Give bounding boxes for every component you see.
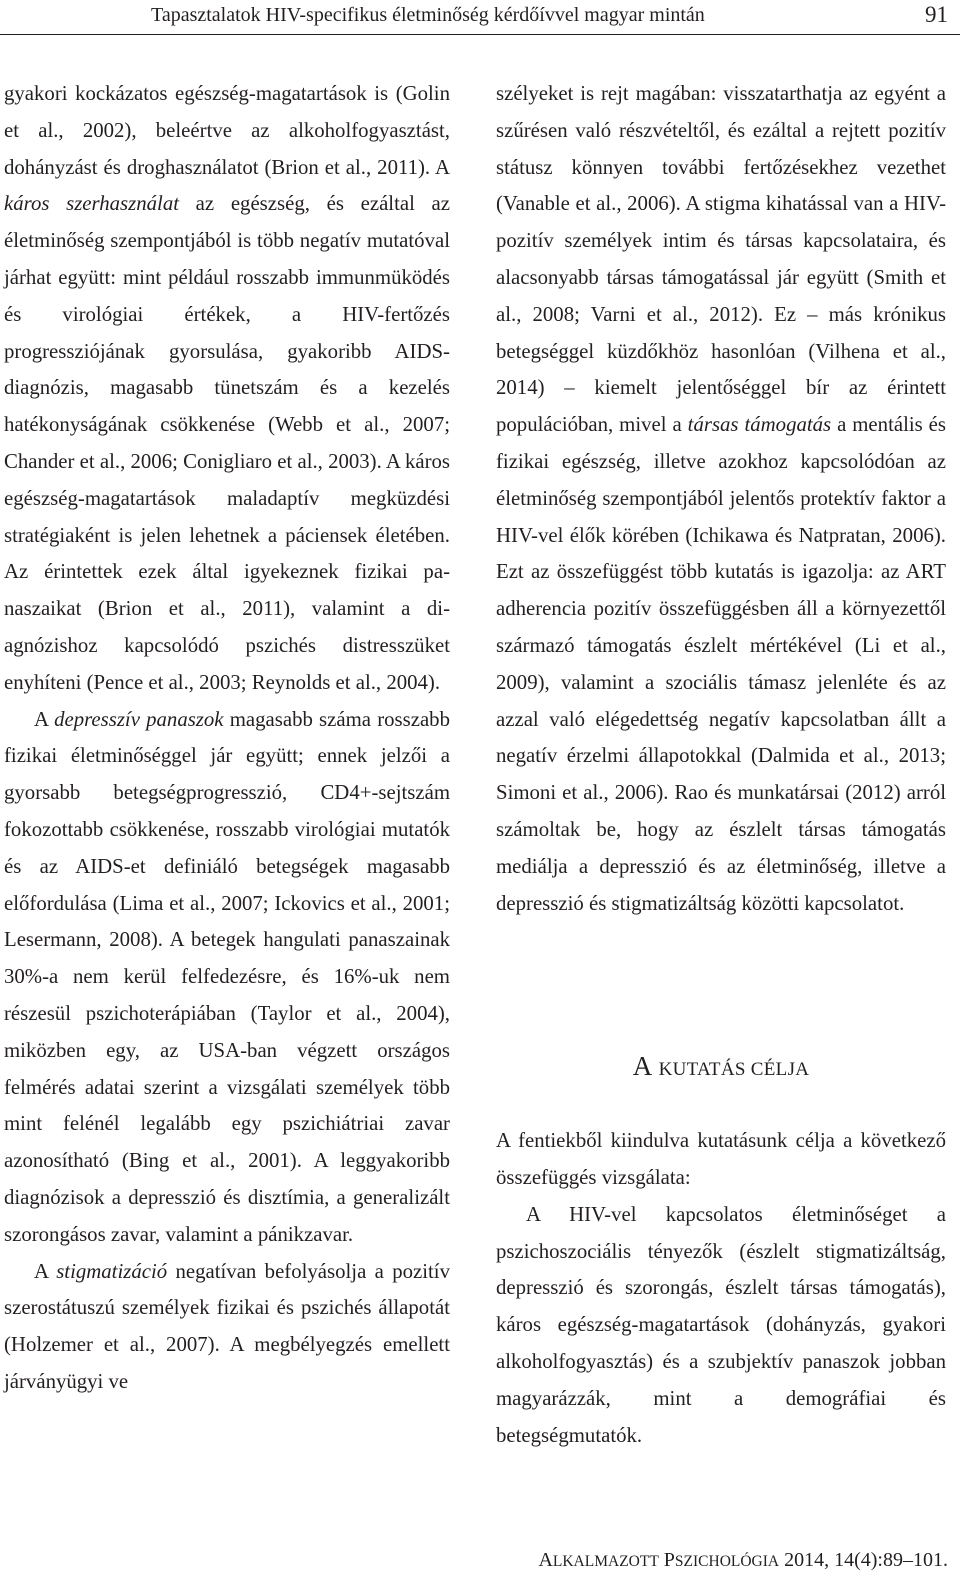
journal-name-part: SZICHOLÓGIA bbox=[674, 1553, 780, 1570]
emphasis-term: depresszív panaszok bbox=[54, 707, 224, 731]
journal-initial: A bbox=[538, 1549, 553, 1571]
journal-name-part: LKALMAZOTT bbox=[552, 1553, 659, 1570]
journal-footer bbox=[538, 1549, 948, 1572]
body-text: A bbox=[34, 1259, 57, 1283]
body-text: az egészség, és ezáltal az életminőség szempontjából is több negatív mutatóval járhat együtt: mint például rosszabb immunmüködés és virológiai értékek, a HIV-fertőzés progressziójának gyorsulása, gyakoribb AIDS-diagnózis, magasabb tünetszám és a kezelés hatékonyságának csökkenése (Webb et al., 2007; Chander et al., 2006; Conigliaro et al., 2003). A káros egészség-magatartások maladaptív megküzdési stratégiaként is jelen lehetnek a páciensek életében. Az érintettek ezek által igyekeznek fizikai panaszaikat (Brion et al., 2011), valamint a diagnózishoz kapcsolódó pszichés distresszüket enyhíteni (Pence et al., 2003; Reynolds et al., 2004). bbox=[4, 192, 451, 694]
emphasis-term: társas támogatás bbox=[687, 413, 832, 437]
paragraph-depressive-complaints bbox=[4, 702, 450, 1254]
body-text: gyakori kockázatos egészség-magatartások is (Golin et al., 2002), beleértve az alkoholfogyasztást, dohányzást és droghasználatot (Brion et al., 2011). A bbox=[4, 82, 450, 179]
running-title: Tapasztalatok HIV-specifikus életminőség kérdőívvel magyar mintán bbox=[151, 4, 705, 26]
journal-citation: 2014, 14(4):89–101. bbox=[784, 1549, 948, 1571]
emphasis-term: stigmatizáció bbox=[56, 1259, 168, 1283]
section-heading bbox=[496, 1048, 946, 1089]
body-text: magasabb száma rosszabb fizikai életminőséggel jár együtt; ennek jelzői a gyorsabb betegségprogresszió, CD4+-sejtszám fokozottabb csökkenése, rosszabb virológiai mutatók és az AIDS-et definiáló betegségek magasabb előfordulása (Lima et al., 2007; Ickovics et al., 2001; Lesermann, 2008). A betegek hangulati panaszainak 30%-a nem kerül felfedezésre, és 16%-uk nem részesül pszichoterápiában (Taylor et al., 2004), miközben egy, az USA-ban végzett országos felmérés adatai szerint a vizsgálati személyek több mint felénél legalább egy pszichiátriai zavar azonosítható (Bing et al., 2001). A leggyakoribb diagnózisok a depresszió és disztímia, a generalizált szorongásos zavar, valamint a pánikzavar. bbox=[4, 707, 450, 1246]
journal-initial: P bbox=[663, 1549, 675, 1571]
paragraph-aim-intro: A fentiekből kiindulva kutatásunk célja a következő összefüggés vizsgálata: bbox=[496, 1129, 946, 1189]
paragraph-stigmatization bbox=[4, 1254, 450, 1401]
body-text: szélyeket is rejt magában: visszatarthatja az egyént a szűrésen való részvételtől, és ezáltal a rejtett pozitív státusz könnyen további fertőzésekhez vezethet (Vanable et al., 2006). A stigma kihatással van a HIV-pozitív személyek intim és társas kapcsolataira, és alacsonyabb társas támogatással jár együtt (Smith et al., 2008; Varni et al., 2012). Ez – más krónikus betegséggel küzdőkhöz hasonlóan (Vilhena et al., 2014) – kiemelt jelentőséggel bír az érintett populációban, mivel a bbox=[496, 82, 946, 437]
paragraph-hypothesis: A HIV-vel kapcsolatos életminőséget a pszichoszociális tényezők (észlelt stigmatizáltság, depresszió és szorongás, észlelt társas támogatás), káros egészség-magatartások (dohányzás, gyakori alkoholfogyasztás) és a szubjektív panaszok jobban magyarázzák, mint a demográfiai és betegségmutatók. bbox=[496, 1202, 946, 1447]
running-header bbox=[0, 0, 960, 35]
heading-initial: A bbox=[632, 1051, 653, 1082]
body-text: negatívan befolyásolja a pozitív szerostátuszú személyek fizikai és pszichés állapotát (Holzemer et al., 2007). A megbélyegzés emellett járványügyi ve bbox=[4, 1259, 450, 1393]
emphasis-term: káros szerhasználat bbox=[4, 192, 179, 216]
body-text: a mentális és fizikai egészség, illetve azokhoz kapcsolódóan az életminőség szempontjából jelentős protektív faktor a HIV-vel élők körében (Ichikawa és Natpratan, 2006). Ezt az összefüggést több kutatás is igazolja: az ART adherencia pozitív összefüggésben áll a környezettől származó támogatás észlelt mértékével (Li et al., 2009), valamint a szociális támasz jelenléte és az azzal való elégedettség negatív kapcsolatban állt a negatív érzelmi állapotokkal (Dalmida et al., 2013; Simoni et al., 2006). Rao és munkatársai (2012) arról számoltak be, hogy az észlelt társas támogatás mediálja a depresszió és az életminőség, illetve a depresszió és stigmatizáltság közötti kapcsolatot. bbox=[496, 413, 946, 915]
page-number: 91 bbox=[925, 2, 948, 27]
paragraph-harmful-behaviors bbox=[4, 76, 450, 702]
heading-text: KUTATÁS CÉLJA bbox=[658, 1059, 810, 1081]
left-column bbox=[4, 76, 450, 1401]
right-column bbox=[496, 76, 946, 1454]
body-text: A bbox=[34, 707, 55, 731]
paragraph-stigma-continued bbox=[496, 76, 946, 922]
